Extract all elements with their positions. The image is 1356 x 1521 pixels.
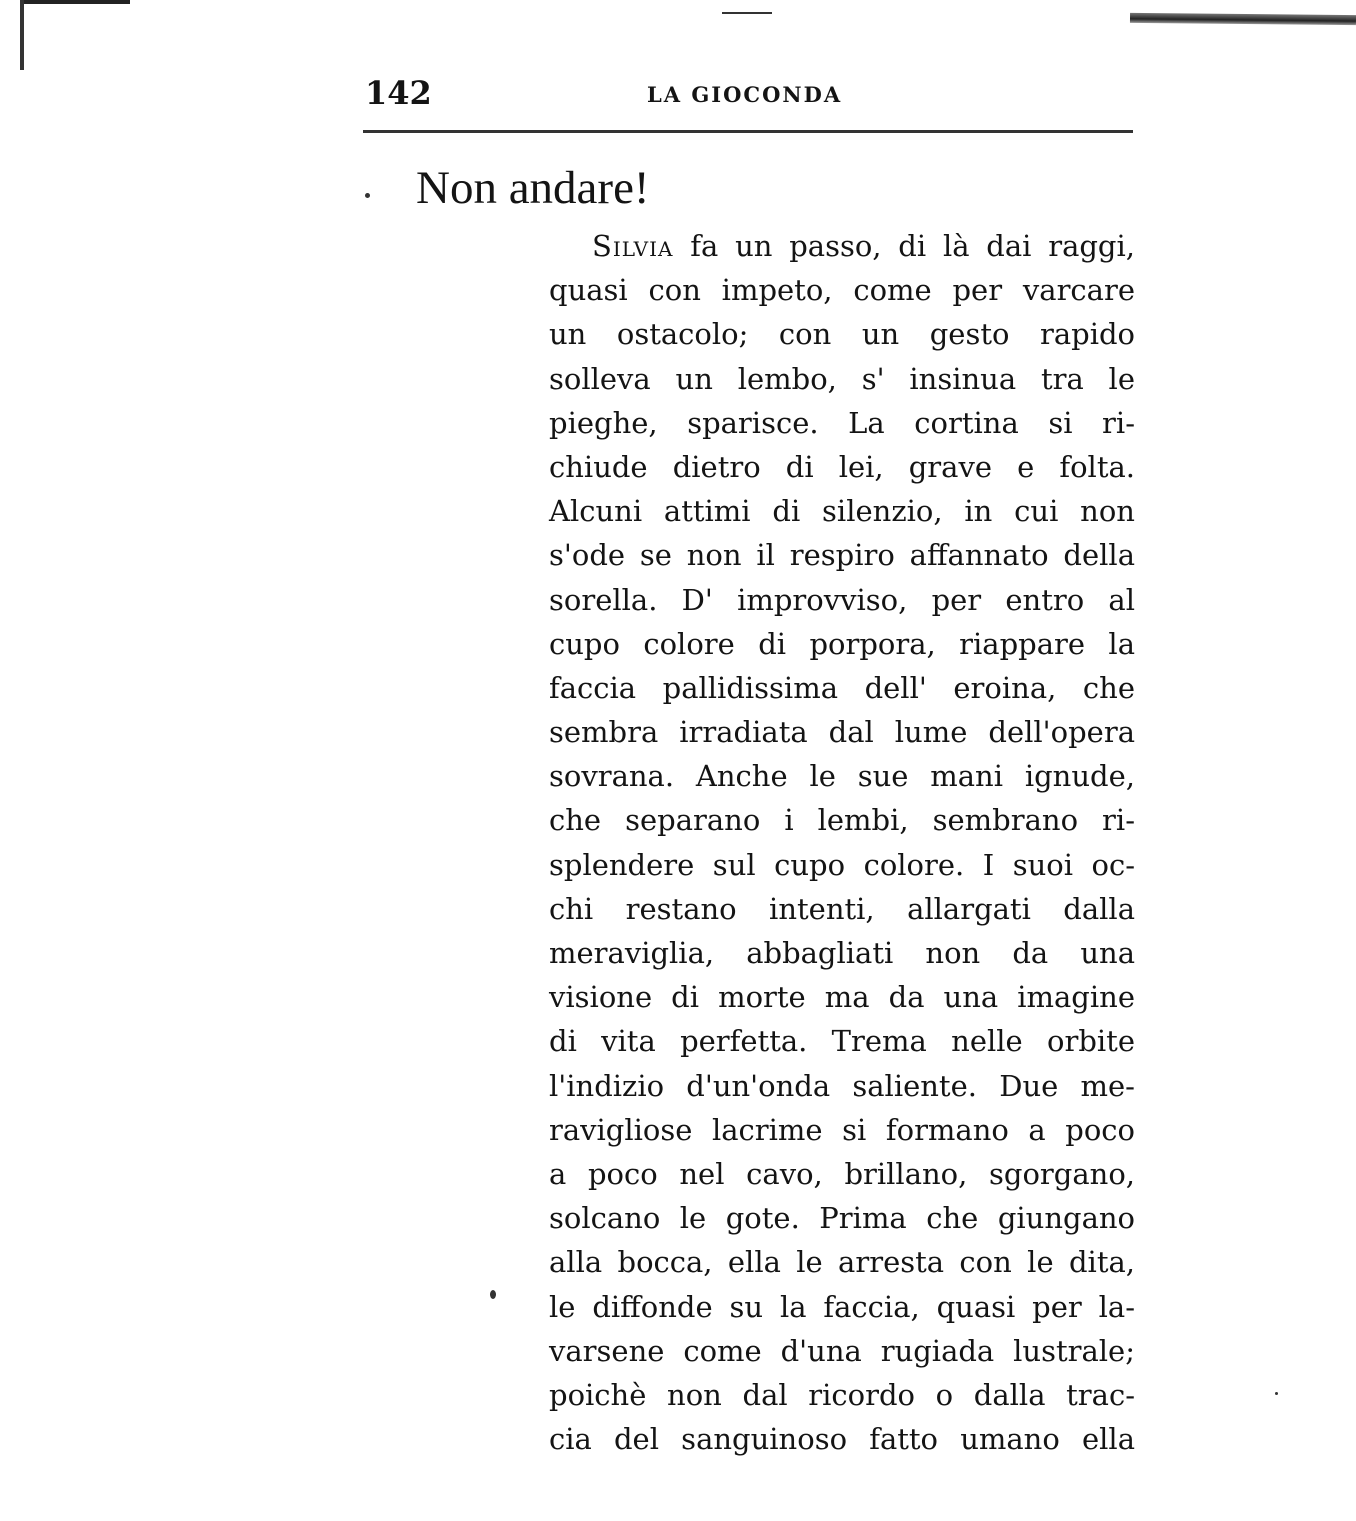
text-line: faccia pallidissima dell' eroina, che [549,670,1135,705]
text-line: un ostacolo; con un gesto rapido [549,317,1135,352]
stage-direction [549,224,1135,1461]
first-line-text: fa un passo, di là dai raggi, [673,229,1135,263]
text-line: Alcuni attimi di silenzio, in cui non [549,494,1135,529]
text-line: pieghe, sparisce. La cortina si ri- [549,405,1135,440]
text-line: visione di morte ma da una imagine [549,980,1135,1015]
text-line: varsene come d'una rugiada lustrale; [549,1333,1135,1368]
running-title: LA GIOCONDA [647,82,843,107]
page-header [365,72,1135,112]
scan-mark-top [722,12,772,14]
text-line: s'ode se non il respiro affannato della [549,538,1135,573]
text-line: poichè non dal ricordo o dalla trac- [549,1377,1135,1412]
scan-edge-left [20,0,24,70]
first-line [549,224,1135,268]
text-line: solleva un lembo, s' insinua tra le [549,361,1135,396]
speaker-name: Silvia [592,229,674,263]
text-line: chi restano intenti, allargati dalla [549,891,1135,926]
speck [1275,1392,1278,1395]
text-line: cupo colore di porpora, riappare la [549,626,1135,661]
text-line: di vita perfetta. Trema nelle orbite [549,1024,1135,1059]
speck [365,193,370,198]
text-line: ravigliose lacrime si formano a poco [549,1112,1135,1147]
text-line: sovrana. Anche le sue mani ignude, [549,759,1135,794]
text-line: chiude dietro di lei, grave e folta. [549,449,1135,484]
speech-line: Non andare! [416,162,650,214]
text-line: meraviglia, abbagliati non da una [549,936,1135,970]
text-line: splendere sul cupo colore. I suoi oc- [549,847,1135,882]
scan-edge-top-right [1130,13,1356,25]
text-line: solcano le gote. Prima che giungano [549,1201,1135,1236]
text-line: sorella. D' improvviso, per entro al [549,582,1135,617]
text-line: alla bocca, ella le arresta con le dita, [549,1245,1135,1280]
text-line: quasi con impeto, come per varcare [549,273,1135,308]
page-number: 142 [365,74,432,112]
text-line: che separano i lembi, sembrano ri- [549,803,1135,838]
text-line: le diffonde su la faccia, quasi per la- [549,1289,1135,1324]
header-rule [363,130,1133,133]
speck [490,1290,496,1299]
text-line: sembra irradiata dal lume dell'opera [549,715,1135,750]
text-line: l'indizio d'un'onda saliente. Due me- [549,1068,1135,1103]
text-line: a poco nel cavo, brillano, sgorgano, [549,1156,1135,1191]
text-line: cia del sanguinoso fatto umano ella [549,1422,1135,1457]
scan-edge-top-left [20,0,130,4]
